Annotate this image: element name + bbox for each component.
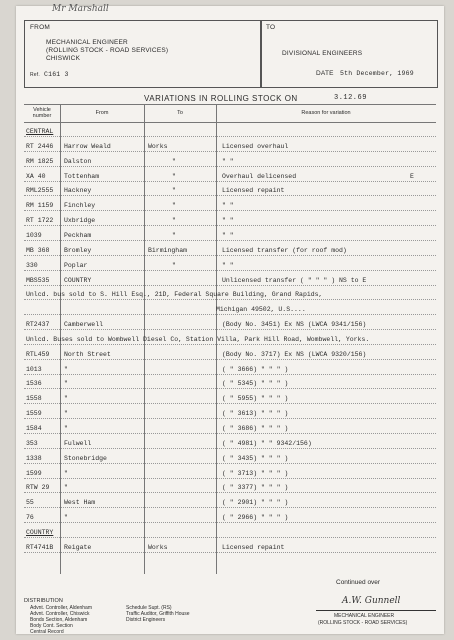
signature-line [316,610,436,611]
from-garage: Hackney [64,187,92,195]
vehicle-number: 1039 [26,231,42,239]
variation-reason: Licensed repaint [222,187,285,195]
variation-reason: ( " 3713) " " " ) [222,469,289,477]
variation-reason: Licensed transfer (for roof mod) [222,246,347,254]
row-rule [24,285,436,286]
vehicle-number: RTW 29 [26,484,50,492]
col-header-to: To [177,110,183,116]
distribution-left-2: Advnt. Controller, Chiswick [30,611,90,617]
vehicle-number: RT 1722 [26,217,54,225]
distribution-left-5: Central Record [30,629,64,635]
from-garage: West Ham [64,499,96,507]
to-destination: Works [148,142,168,150]
row-note: Unlcd. Buses sold to Wombwell Diesel Co, Station Villa, Park Hill Road, Wombwell, Yorks. [26,335,370,343]
vehicle-number: RT2437 [26,321,50,329]
row-rule [24,478,436,479]
form-title: VARIATIONS IN ROLLING STOCK ON [144,94,298,103]
variation-reason: ( " 2966) " " " ) [222,514,289,522]
signature: A.W. Gunnell [342,596,401,606]
from-garage: " [64,380,68,388]
variation-reason: ( " 3666) " " " ) [222,365,289,373]
vehicle-number: 1584 [26,425,42,432]
row-rule [24,210,436,211]
from-label: FROM [30,24,50,31]
signature-title-2: (ROLLING STOCK - ROAD SERVICES) [318,620,408,626]
distribution-middle [126,605,190,623]
row-rule [24,552,436,553]
variation-reason: " " [222,217,234,225]
from-garage: " [64,395,68,403]
row-rule [24,151,436,152]
from-line-1: MECHANICAL ENGINEER [46,39,128,46]
table-header-rule [24,122,436,123]
handwritten-note: Mr Marshall [52,4,109,14]
vehicle-number: 1536 [26,380,42,388]
vehicle-number: 1558 [26,395,42,403]
vehicle-number: MBS535 [26,276,50,284]
from-garage: " [64,469,68,477]
row-extra-code: E [410,172,414,180]
vehicle-number: 76 [26,514,34,522]
row-rule [24,270,436,271]
row-rule [24,314,436,315]
vehicle-number: RML2555 [26,187,54,195]
signature-title-1: MECHANICAL ENGINEER [334,613,395,619]
variation-reason: Licensed overhaul [222,142,289,150]
form-title-date: 3.12.69 [334,94,367,102]
document-sheet [16,6,444,634]
from-garage: " [64,514,68,522]
to-destination: " [172,157,176,165]
to-destination: " [172,217,176,225]
row-rule [24,522,436,523]
vehicle-number: RM 1159 [26,202,54,210]
ref-value: C161 3 [44,71,69,78]
to-destination: " [172,187,176,195]
distribution-middle-2: Traffic Auditor, Griffith House [126,611,190,617]
row-rule [24,374,436,375]
vehicle-number: RM 1825 [26,157,54,165]
from-garage: Harrow Weald [64,142,111,150]
vehicle-number: 1013 [26,365,42,373]
from-garage: Uxbridge [64,217,96,225]
from-garage: Fulwell [64,439,92,447]
date-value: 5th December, 1969 [340,70,414,77]
variation-reason: ( " 2901) " " " ) [222,499,289,507]
vehicle-number: XA 40 [26,172,46,180]
variation-reason: Unlicensed transfer ( " " " ) NS to E [222,276,367,284]
vehicle-number: 1599 [26,469,42,477]
variation-reason: (Body No. 3451) Ex NS (LWCA 9341/156) [222,321,367,329]
col-header-reason: Reason for variation [301,110,351,116]
from-garage: Bromley [64,246,92,254]
distribution-left-1: Advnt. Controller, Aldenham [30,605,92,611]
from-line-3: CHISWICK [46,55,81,62]
row-rule [24,299,436,300]
from-garage: " [64,410,68,418]
variation-reason: ( " 4981) " " 9342/156) [222,439,312,447]
from-garage: Poplar [64,261,88,269]
variation-reason: " " [222,231,234,239]
vehicle-number: 353 [26,439,38,447]
variation-reason: " " [222,202,234,210]
row-rule [24,359,436,360]
row-rule [24,240,436,241]
variation-reason: ( " 5955) " " " ) [222,395,289,403]
variation-reason: ( " 3613) " " " ) [222,410,289,418]
distribution-left [30,605,92,635]
to-destination: " [172,202,176,210]
variation-reason: (Body No. 3717) Ex NS (LWCA 9320/156) [222,350,367,358]
date-label: DATE [316,70,334,77]
row-note: Michigan 49502, U.S.... [216,306,306,314]
row-rule [24,418,436,419]
distribution-left-4: Body Cont. Section [30,623,73,629]
to-destination: Birmingham [148,246,188,254]
vehicle-number: RTL459 [26,350,50,358]
to-destination: Works [148,543,168,551]
row-rule [24,136,436,137]
distribution-middle-1: Schedule Supt. (RS) [126,605,172,611]
vehicle-number: 55 [26,499,34,507]
distribution-middle-3: District Engineers [126,617,166,623]
row-note: Unlcd. bus sold to S. Hill Esq., 21D, Federal Square Building, Grand Rapids, [26,291,323,299]
from-garage: Peckham [64,231,92,239]
to-destination: " [172,261,176,269]
row-rule [24,225,436,226]
variation-reason: ( " 5345) " " " ) [222,380,289,388]
variation-reason: " " [222,157,234,165]
variation-reason: Overhaul delicensed [222,172,297,180]
from-garage: " [64,484,68,492]
to-destination: " [172,231,176,239]
to-label: TO [266,24,276,31]
distribution-left-3: Bonds Section, Aldenham [30,617,88,623]
row-rule [24,537,436,538]
from-garage: Camberwell [64,321,104,329]
to-destination: " [172,172,176,180]
row-rule [24,329,436,330]
row-rule [24,195,436,196]
row-rule [24,507,436,508]
from-garage: North Street [64,350,111,358]
variation-reason: ( " 3435) " " " ) [222,454,289,462]
vehicle-number: MB 368 [26,246,50,254]
from-line-2: (ROLLING STOCK - ROAD SERVICES) [46,47,169,54]
vehicle-number: 1338 [26,454,42,462]
row-rule [24,344,436,345]
section-heading: COUNTRY [26,528,54,536]
variation-reason: " " [222,261,234,269]
from-garage: Tottenham [64,172,100,180]
from-garage: " [64,425,68,432]
col-header-from: From [95,110,109,116]
row-rule [24,255,436,256]
variation-reason: ( " 3686) " " " ) [222,425,289,432]
row-rule [24,492,436,493]
variation-reason: ( " 3377) " " " ) [222,484,289,492]
vehicle-number: 1559 [26,410,42,418]
row-rule [24,388,436,389]
to-value: DIVISIONAL ENGINEERS [282,50,363,57]
continued-over: Continued over [336,579,381,586]
vehicle-number: RT 2446 [26,142,54,150]
col-header-vehicle: Vehicle number [32,107,52,119]
from-garage: Reigate [64,543,92,551]
ref-label: Ref. [30,72,40,78]
table-top-rule [24,104,436,105]
distribution-label: DISTRIBUTION [24,598,63,604]
row-rule [24,403,436,404]
variation-reason: Licensed repaint [222,543,285,551]
row-rule [24,433,436,434]
from-garage: Dalston [64,157,92,165]
from-garage: COUNTRY [64,276,92,284]
row-rule [24,181,436,182]
row-rule [24,448,436,449]
from-garage: Stonebridge [64,454,107,462]
from-garage: " [64,365,68,373]
from-garage: Finchley [64,202,96,210]
vehicle-number: RT4741B [26,543,54,551]
row-rule [24,166,436,167]
section-heading: CENTRAL [26,128,54,135]
row-rule [24,463,436,464]
vehicle-number: 330 [26,261,38,269]
